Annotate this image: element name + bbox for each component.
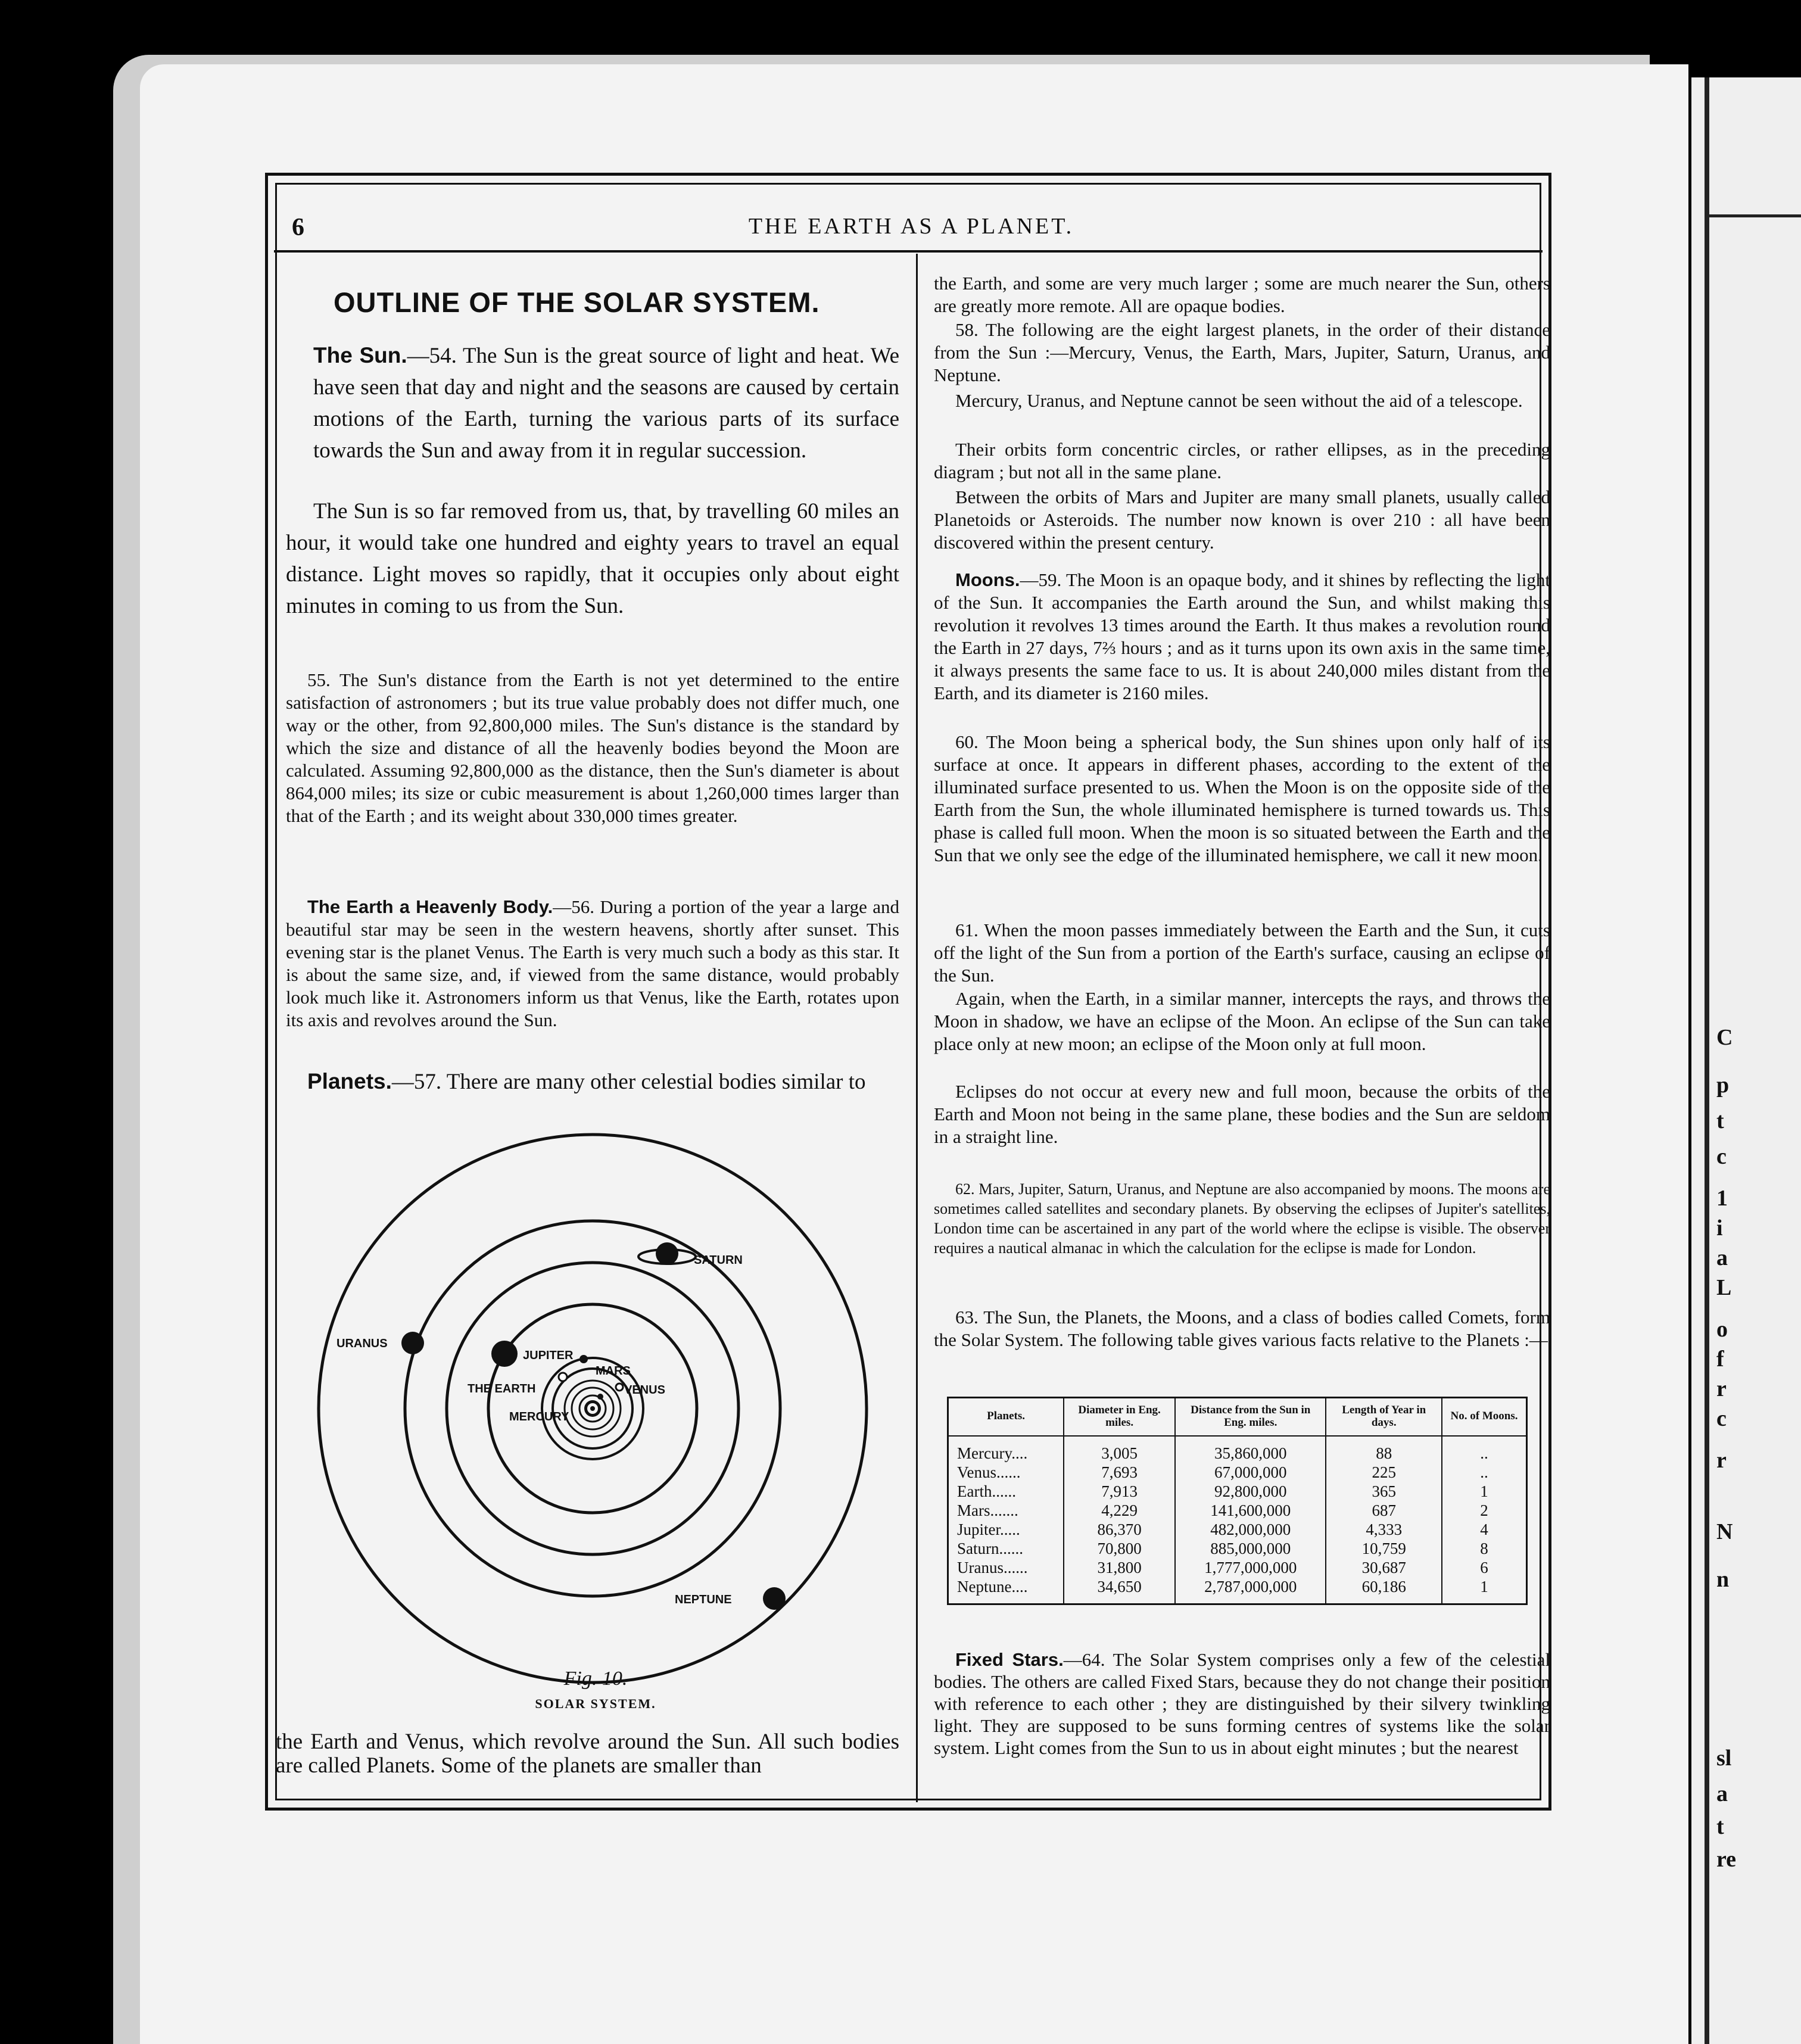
table-cell: 67,000,000	[1175, 1463, 1326, 1482]
paragraph-text: —54. The Sun is the great source of light and heat. We have seen that day and night and the seasons are caused by certain motions of the Earth, turning the various parts of its surface towards the Sun and away from it in regular succession.	[313, 344, 899, 463]
table-row	[948, 1463, 1527, 1482]
paragraph-54	[313, 339, 899, 466]
table-cell: Uranus......	[948, 1558, 1064, 1577]
paragraph-58b: Mercury, Uranus, and Neptune cannot be seen without the aid of a telescope.	[955, 390, 1523, 411]
table-cell: Mercury....	[948, 1436, 1064, 1463]
table-cell: Neptune....	[948, 1577, 1064, 1604]
facing-page-fragment: sl	[1716, 1746, 1732, 1771]
facing-page-fragment: a	[1716, 1245, 1728, 1270]
table-cell: 2	[1442, 1501, 1527, 1520]
table-cell: 482,000,000	[1175, 1520, 1326, 1539]
table-cell: 3,005	[1064, 1436, 1175, 1463]
label-saturn: SATURN	[694, 1254, 743, 1267]
running-head	[292, 213, 1531, 249]
table-cell: Saturn......	[948, 1539, 1064, 1558]
table-cell: 2,787,000,000	[1175, 1577, 1326, 1604]
running-head-title: THE EARTH AS A PLANET.	[748, 214, 1074, 239]
label-earth: THE EARTH	[468, 1382, 536, 1395]
table-row	[948, 1520, 1527, 1539]
facing-page-fragment: C	[1716, 1025, 1733, 1050]
figure-number: Fig. 10.	[563, 1668, 628, 1690]
table-row	[948, 1482, 1527, 1501]
table-cell: 365	[1326, 1482, 1442, 1501]
facing-page-fragment: t	[1716, 1814, 1724, 1839]
facing-page-border	[1705, 77, 1709, 2044]
facing-page-fragment: p	[1716, 1073, 1730, 1098]
column-divider	[916, 254, 918, 1802]
paragraph-63: 63. The Sun, the Planets, the Moons, and a class of bodies called Comets, form the Solar System. The following table gives various facts relative to the Planets :—	[934, 1307, 1550, 1350]
facing-page-fragment: re	[1716, 1847, 1737, 1872]
table-cell: 687	[1326, 1501, 1442, 1520]
facing-page-fragment: c	[1716, 1144, 1727, 1169]
facing-page-fragment: t	[1716, 1108, 1724, 1133]
table-cell: 1,777,000,000	[1175, 1558, 1326, 1577]
table-cell: 225	[1326, 1463, 1442, 1482]
table-row	[948, 1501, 1527, 1520]
venus-icon	[616, 1384, 623, 1391]
paragraph-57-continued: the Earth and Venus, which revolve around the Sun. All such bodies are called Planets. Some of the planets are smaller than	[276, 1730, 899, 1778]
run-in-heading-planets: Planets.	[307, 1069, 392, 1093]
mercury-icon	[597, 1394, 603, 1400]
paragraph-61b: Again, when the Earth, in a similar manner, intercepts the rays, and throws the Moon in shadow, we have an eclipse of the Moon. An eclipse of the Sun can take place only at new moon; an eclipse of the Moon only at full moon.	[934, 988, 1550, 1054]
label-mercury: MERCURY	[509, 1410, 569, 1423]
label-neptune: NEPTUNE	[675, 1593, 732, 1606]
table-cell: 88	[1326, 1436, 1442, 1463]
table-cell: 8	[1442, 1539, 1527, 1558]
table-header-row	[948, 1398, 1527, 1436]
table-cell: 7,693	[1064, 1463, 1175, 1482]
column-header: Diameter in Eng. miles.	[1064, 1398, 1175, 1436]
run-in-heading-earth: The Earth a Heavenly Body.	[307, 896, 553, 917]
label-jupiter: JUPITER	[523, 1349, 574, 1362]
paragraph-64	[934, 1649, 1550, 1759]
paragraph-61: 61. When the moon passes immediately between the Earth and the Sun, it cuts off the light of the Sun from a portion of the Earth's surface, causing an eclipse of the Sun.	[934, 920, 1550, 986]
uranus-icon	[401, 1332, 424, 1354]
table-cell: 4,229	[1064, 1501, 1175, 1520]
table-cell: Jupiter.....	[948, 1520, 1064, 1539]
run-in-heading-moons: Moons.	[955, 569, 1020, 590]
table-cell: 70,800	[1064, 1539, 1175, 1558]
run-in-heading-sun: The Sun.	[313, 343, 407, 367]
paragraph-54b: The Sun is so far removed from us, that, by travelling 60 miles an hour, it would take one hundred and eighty years to travel an equal distance. Light moves so rapidly, that it occupies only about eight minutes in coming to us from the Sun.	[286, 499, 899, 618]
paragraph-56	[286, 896, 899, 1032]
facing-page-fragment: n	[1716, 1567, 1730, 1592]
paragraph-58: 58. The following are the eight largest planets, in the order of their distance from the Sun :—Mercury, Venus, the Earth, Mars, Jupiter, Saturn, Uranus, and Neptune.	[934, 319, 1550, 385]
paragraph-57	[286, 1068, 899, 1095]
paragraph-61c: Eclipses do not occur at every new and full moon, because the orbits of the Earth and Moon not being in the same plane, these bodies and the Sun are seldom in a straight line.	[934, 1081, 1550, 1147]
facing-page-fragment: c	[1716, 1406, 1727, 1431]
facing-page-fragment: f	[1716, 1347, 1724, 1372]
table-cell: 1	[1442, 1482, 1527, 1501]
run-in-heading-fixed-stars: Fixed Stars.	[955, 1649, 1064, 1670]
paragraph-text: —57. There are many other celestial bodies similar to	[391, 1070, 866, 1094]
table-cell: 35,860,000	[1175, 1436, 1326, 1463]
table-cell: 34,650	[1064, 1577, 1175, 1604]
table-cell: 141,600,000	[1175, 1501, 1326, 1520]
planet-facts-table	[947, 1397, 1528, 1605]
solar-system-diagram	[298, 1108, 893, 1715]
paragraph-60: 60. The Moon being a spherical body, the Sun shines upon only half of its surface at once. It appears in different phases, according to the extent of the illuminated surface presented to us. When the Moon is on the opposite side of the Earth from the Sun, the whole illuminated hemisphere is turned towards us. This phase is called full moon. When the moon is so situated between the Earth and the Sun that we only see the edge of the illuminated hemisphere, we call it new moon.	[934, 731, 1550, 865]
table-cell: 885,000,000	[1175, 1539, 1326, 1558]
paragraph-text: —59. The Moon is an opaque body, and it shines by reflecting the light of the Sun. It accompanies the Earth around the Sun, and whilst making this revolution it revolves 13 times around the Earth. It thus makes a revolution round the Earth in 27 days, 7⅔ hours ; and as it turns upon its own axis in the same time, it always presents the same face to us. It is about 240,000 miles distant from the Earth, and its diameter is 2160 miles.	[934, 569, 1550, 703]
facing-page-fragment: o	[1716, 1317, 1728, 1342]
table-row	[948, 1577, 1527, 1604]
column-header: Planets.	[948, 1398, 1064, 1436]
earth-icon	[559, 1373, 567, 1381]
mars-icon	[579, 1355, 588, 1363]
table-cell: 92,800,000	[1175, 1482, 1326, 1501]
paragraph-55: 55. The Sun's distance from the Earth is not yet determined to the entire satisfaction of astronomers ; but its true value probably does not differ much, one way or the other, from 92,800,000 miles. The Sun's distance is the standard by which the size and distance of all the heavenly bodies beyond the Moon are calculated. Assuming 92,800,000 as the distance, then the Sun's diameter is about 864,000 miles; its size or cubic measurement is about 1,260,000 times larger than that of the Earth ; and its weight about 330,000 times greater.	[286, 669, 899, 826]
head-rule	[274, 250, 1543, 253]
column-header: Length of Year in days.	[1326, 1398, 1442, 1436]
table-row	[948, 1558, 1527, 1577]
sun-icon	[584, 1400, 601, 1417]
table-cell: Venus......	[948, 1463, 1064, 1482]
table-cell: 30,687	[1326, 1558, 1442, 1577]
label-uranus: URANUS	[336, 1337, 388, 1350]
facing-page-fragment: L	[1716, 1275, 1732, 1300]
table-cell: 31,800	[1064, 1558, 1175, 1577]
facing-page-fragment: i	[1716, 1216, 1723, 1241]
table-cell: 1	[1442, 1577, 1527, 1604]
label-venus: VENUS	[624, 1384, 665, 1397]
table-row	[948, 1436, 1527, 1463]
table-cell: 4,333	[1326, 1520, 1442, 1539]
facing-page-fragment: r	[1716, 1448, 1727, 1473]
column-header: Distance from the Sun in Eng. miles.	[1175, 1398, 1326, 1436]
facing-page-fragment: 1	[1716, 1186, 1728, 1211]
table-cell: ..	[1442, 1463, 1527, 1482]
table-cell: 7,913	[1064, 1482, 1175, 1501]
figure-caption: SOLAR SYSTEM.	[535, 1696, 656, 1711]
facing-page-fragment: N	[1716, 1519, 1733, 1544]
table-row	[948, 1539, 1527, 1558]
table-cell: 10,759	[1326, 1539, 1442, 1558]
table-cell: Earth......	[948, 1482, 1064, 1501]
paragraph-text: —56. During a portion of the year a large and beautiful star may be seen in the western heavens, shortly after sunset. This evening star is the planet Venus. The Earth is very much such a body as this star. It is about the same size, and, if viewed from the same distance, would probably look much like it. Astronomers inform us that Venus, like the Earth, rotates upon its axis and revolves around the Sun.	[286, 896, 899, 1030]
jupiter-icon	[491, 1341, 518, 1367]
table-cell: 60,186	[1326, 1577, 1442, 1604]
table-cell: 6	[1442, 1558, 1527, 1577]
facing-page-fragment: a	[1716, 1781, 1728, 1806]
facing-page-rule	[1709, 214, 1801, 217]
neptune-icon	[763, 1587, 786, 1610]
facing-page-fragment: r	[1716, 1376, 1727, 1401]
label-mars: MARS	[596, 1364, 631, 1378]
table-cell: 86,370	[1064, 1520, 1175, 1539]
section-title: OUTLINE OF THE SOLAR SYSTEM.	[334, 286, 820, 318]
paragraph-59	[934, 569, 1550, 705]
paragraph-text: —64. The Solar System comprises only a few of the celestial bodies. The others are called Fixed Stars, because they do not change their position with reference to each other ; they are distinguished by their silvery twinkling light. They are supposed to be suns forming centres of systems like the solar system. Light comes from the Sun to us in about eight minutes ; but the nearest	[934, 1649, 1550, 1758]
paragraph-58d: Between the orbits of Mars and Jupiter are many small planets, usually called Planetoids or Asteroids. The number now known is over 210 : all have been discovered within the present century.	[934, 487, 1550, 553]
paragraph-58c: Their orbits form concentric circles, or rather ellipses, as in the preceding diagram ; but not all in the same plane.	[934, 439, 1550, 482]
table-cell: 4	[1442, 1520, 1527, 1539]
page-number: 6	[292, 214, 304, 241]
paragraph-57-continued-right: the Earth, and some are very much larger ; some are much nearer the Sun, others are greatly more remote. All are opaque bodies.	[934, 273, 1550, 316]
facing-page-edge	[1691, 77, 1801, 2044]
paragraph-62: 62. Mars, Jupiter, Saturn, Uranus, and Neptune are also accompanied by moons. The moons are sometimes called satellites and secondary planets. By observing the eclipses of Jupiter's satellites, London time can be ascertained in any part of the world where the eclipse is visible. The observer requires a nautical almanac in which the calculation for the eclipse is made for London.	[934, 1180, 1550, 1257]
table-cell: ..	[1442, 1436, 1527, 1463]
table-cell: Mars.......	[948, 1501, 1064, 1520]
column-header: No. of Moons.	[1442, 1398, 1527, 1436]
